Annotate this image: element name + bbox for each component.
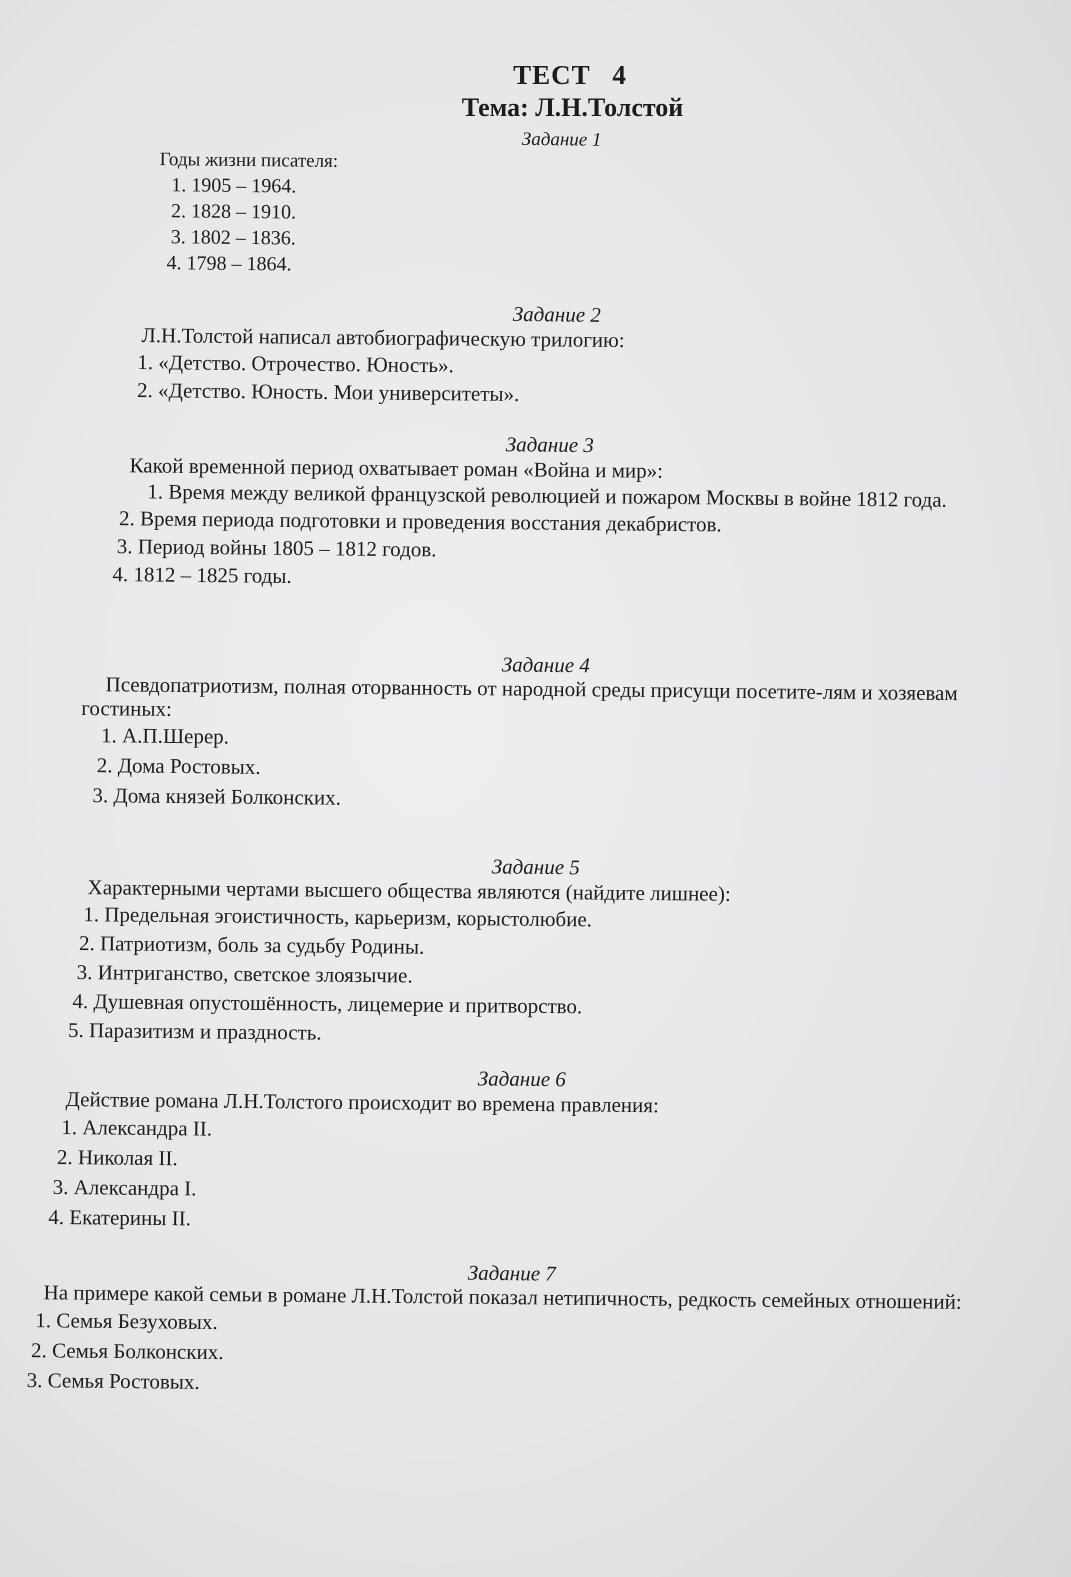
answer-option: 1. А.П.Шерер. [100, 723, 230, 749]
task-7 [21, 1256, 992, 1405]
answer-option: 3. Александра I. [52, 1174, 197, 1201]
task-heading: Задание 5 [491, 854, 580, 880]
task-heading: Задание 4 [501, 652, 590, 678]
answer-option: 2. «Детство. Юность. Мои университеты». [136, 377, 520, 406]
answer-option: 3. 1802 – 1836. [170, 226, 296, 250]
answer-option: 2. Патриотизм, боль за судьбу Родины. [78, 931, 425, 959]
answer-option: 1. Предельная эгоистичность, карьеризм, корыстолюбие. [83, 902, 593, 932]
answer-option: 1. Семья Безуховых. [35, 1308, 218, 1335]
task-heading: Задание 7 [467, 1260, 556, 1286]
answer-option: 1. Время между великой французской революцией и пожаром Москвы в войне 1812 года. [147, 479, 947, 512]
task-1 [148, 124, 750, 282]
task-question: Действие романа Л.Н.Толстого происходит во времена правления: [65, 1087, 659, 1118]
answer-option: 4. Екатерины II. [48, 1204, 192, 1231]
answer-option: 4. 1812 – 1825 годы. [112, 562, 292, 588]
answer-option: 1. 1905 – 1964. [171, 174, 297, 198]
task-question: Характерными чертами высшего общества являются (найдите лишнее): [87, 875, 731, 906]
answer-option: 2. Николая II. [56, 1144, 178, 1171]
answer-option: 1. «Детство. Отрочество. Юность». [137, 349, 454, 378]
answer-option: 4. 1798 – 1864. [166, 252, 292, 276]
answer-option: 3. Интриганство, светское злоязычие. [76, 960, 413, 988]
answer-option: 1. Александра II. [61, 1114, 213, 1141]
task-heading: Задание 2 [512, 301, 601, 327]
answer-option: 2. Дома Ростовых. [96, 753, 261, 779]
answer-option: 3. Период войны 1805 – 1812 годов. [116, 534, 437, 562]
test-theme: Тема: Л.Н.Толстой [461, 93, 684, 122]
answer-option: 4. Душевная опустошённость, лицемерие и притворство. [72, 988, 583, 1019]
answer-option: 2. 1828 – 1910. [170, 200, 297, 224]
task-heading: Задание 3 [505, 432, 594, 458]
task-heading: Задание 1 [521, 128, 602, 151]
answer-option: 2. Семья Болконских. [30, 1338, 224, 1365]
task-question: Псевдопатриотизм, полная оторванность от народной среды присущи посетите-лям и хозяевам гостиных: [81, 672, 958, 721]
task-2 [137, 298, 838, 411]
answer-option: 5. Паразитизм и праздность. [67, 1017, 322, 1045]
answer-option: 3. Дома князей Болконских. [92, 783, 342, 810]
task-question: Какой временной период охватывает роман «Война и мир»: [129, 453, 664, 483]
task-question: На примере какой семьи в романе Л.Н.Толстой показал нетипичность, редкость семейных отношений: [43, 1280, 962, 1314]
task-question: Годы жизни писателя: [159, 149, 339, 172]
answer-option: 2. Время периода подготовки и проведения восстания декабристов. [118, 506, 722, 537]
task-question: Л.Н.Толстой написал автобиографическую трилогию: [141, 323, 625, 353]
task-4 [80, 648, 982, 819]
task-6 [48, 1062, 842, 1240]
task-5 [67, 850, 904, 1054]
task-3 [104, 428, 976, 597]
task-heading: Задание 6 [477, 1066, 566, 1092]
test-title: ТЕСТ 4 [513, 60, 627, 90]
answer-option: 3. Семья Ростовых. [26, 1368, 200, 1394]
